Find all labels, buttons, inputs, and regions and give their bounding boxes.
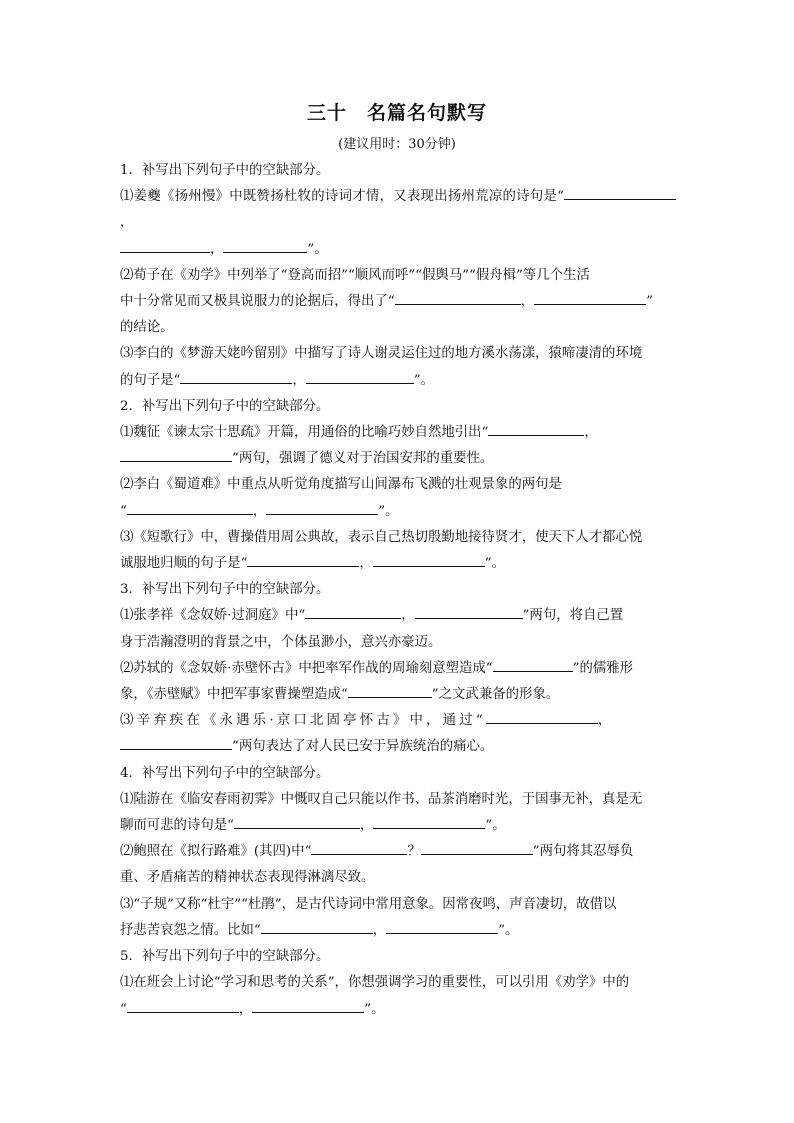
answer-blank[interactable] <box>306 368 414 384</box>
answer-blank[interactable] <box>386 918 498 934</box>
answer-blank[interactable] <box>261 918 373 934</box>
question-4-item-2: ⑵鲍照在《拟行路难》(其四)中“ ？ ”两句将其忍辱负 <box>120 839 676 865</box>
question-4-item-3-cont: 抒悲苦哀怨之情。比如“ ， ”。 <box>120 918 676 944</box>
answer-blank[interactable] <box>534 289 646 305</box>
answer-blank[interactable] <box>486 708 598 724</box>
answer-blank[interactable] <box>180 368 292 384</box>
answer-blank[interactable] <box>247 551 359 567</box>
question-2-stem: 2．补写出下列句子中的空缺部分。 <box>120 398 330 414</box>
question-3-item-1: ⑴张孝祥《念奴娇·过洞庭》中“ ， ”两句，将自己置 <box>120 603 676 629</box>
answer-blank[interactable] <box>120 734 232 750</box>
answer-blank[interactable] <box>421 839 533 855</box>
question-4-item-2-cont: 重、矛盾痛苦的精神状态表现得淋漓尽致。 <box>120 870 375 886</box>
question-5-item-1-cont: “ ， ”。 <box>120 997 676 1023</box>
answer-blank[interactable] <box>127 499 253 515</box>
question-1-item-1-cont: ， ”。 <box>120 237 676 263</box>
answer-blank[interactable] <box>373 551 485 567</box>
question-2-item-2: ⑵李白《蜀道难》中重点从听觉角度描写山间瀑布飞溅的壮观景象的两句是 <box>120 477 562 493</box>
question-2-item-2-cont: “ ， ”。 <box>120 499 676 525</box>
answer-blank[interactable] <box>234 813 360 829</box>
question-4-item-1-cont: 聊而可悲的诗句是“ ， ”。 <box>120 813 676 839</box>
answer-blank[interactable] <box>348 682 432 698</box>
question-5-item-1: ⑴在班会上讨论“学习和思考的关系”，你想强调学习的重要性，可以引用《劝学》中的 <box>120 975 630 991</box>
answer-blank[interactable] <box>395 289 521 305</box>
answer-blank[interactable] <box>266 499 378 515</box>
question-4-item-1: ⑴陆游在《临安春雨初霁》中慨叹自己只能以作书、品茶消磨时光，于国事无补，真是无 <box>120 791 643 807</box>
question-3-item-2-cont: 象，《赤壁赋》中把军事家曹操塑造成“ ”之文武兼备的形象。 <box>120 682 676 708</box>
question-2-item-1-cont: ”两句，强调了德义对于治国安邦的重要性。 <box>120 446 676 472</box>
question-1-item-2: ⑵荀子在《劝学》中列举了“登高而招”“顺风而呼”“假舆马”“假舟楫”等几个生活 <box>120 267 590 283</box>
question-4-item-3: ⑶“子规”又称“杜宇”“杜鹃”，是古代诗词中常用意象。因常夜鸣，声音凄切，故借以 <box>120 896 617 912</box>
answer-blank[interactable] <box>252 997 364 1013</box>
question-1-item-2-cont: 中十分常见而又极具说服力的论据后，得出了“ ， ” <box>120 289 676 315</box>
answer-blank[interactable] <box>305 603 401 619</box>
question-list <box>120 158 676 1023</box>
question-2-item-1: ⑴魏征《谏太宗十思疏》开篇，用通俗的比喻巧妙自然地引出“ ， <box>120 420 676 446</box>
question-1-item-2-end: 的结论。 <box>120 320 174 336</box>
page-title: 三十 名篇名句默写 <box>306 102 487 124</box>
suggested-time: (建议用时：30分钟) <box>338 137 456 152</box>
question-2-item-3-cont: 诚服地归顺的句子是“ ， ”。 <box>120 551 676 577</box>
answer-blank[interactable] <box>564 184 676 200</box>
answer-blank[interactable] <box>120 446 232 462</box>
answer-blank[interactable] <box>415 603 523 619</box>
answer-blank[interactable] <box>311 839 407 855</box>
question-5-stem: 5．补写出下列句子中的空缺部分。 <box>120 949 330 965</box>
question-1-item-1: ⑴姜夔《扬州慢》中既赞扬杜牧的诗词才情，又表现出扬州荒凉的诗句是“， <box>120 184 676 236</box>
question-3-item-1-cont: 身于浩瀚澄明的背景之中，个体虽渺小，意兴亦豪迈。 <box>120 634 442 650</box>
question-3-item-2: ⑵苏轼的《念奴娇·赤壁怀古》中把率军作战的周瑜刻意塑造成“ ”的儒雅形 <box>120 656 676 682</box>
answer-blank[interactable] <box>120 237 210 253</box>
question-3-stem: 3．补写出下列句子中的空缺部分。 <box>120 582 330 598</box>
question-3-item-3: ⑶辛弃疾在《永遇乐·京口北固亭怀古》中，通过“ ， <box>120 708 676 734</box>
answer-blank[interactable] <box>488 420 584 436</box>
question-1-stem: 1．补写出下列句子中的空缺部分。 <box>120 163 330 178</box>
answer-blank[interactable] <box>493 656 573 672</box>
question-1-item-3-cont: 的句子是“ ， ”。 <box>120 368 676 394</box>
question-4-stem: 4．补写出下列句子中的空缺部分。 <box>120 765 330 781</box>
answer-blank[interactable] <box>373 813 485 829</box>
question-1-item-3: ⑶李白的《梦游天姥吟留别》中描写了诗人谢灵运住过的地方溪水荡漾，猿啼凄清的环境 <box>120 346 643 362</box>
question-2-item-3: ⑶《短歌行》中，曹操借用周公典故，表示自己热切殷勤地接待贤才，使天下人才都心悦 <box>120 529 643 545</box>
answer-blank[interactable] <box>127 997 239 1013</box>
answer-blank[interactable] <box>223 237 307 253</box>
question-3-item-3-cont: ”两句表达了对人民已安于异族统治的痛心。 <box>120 734 676 760</box>
